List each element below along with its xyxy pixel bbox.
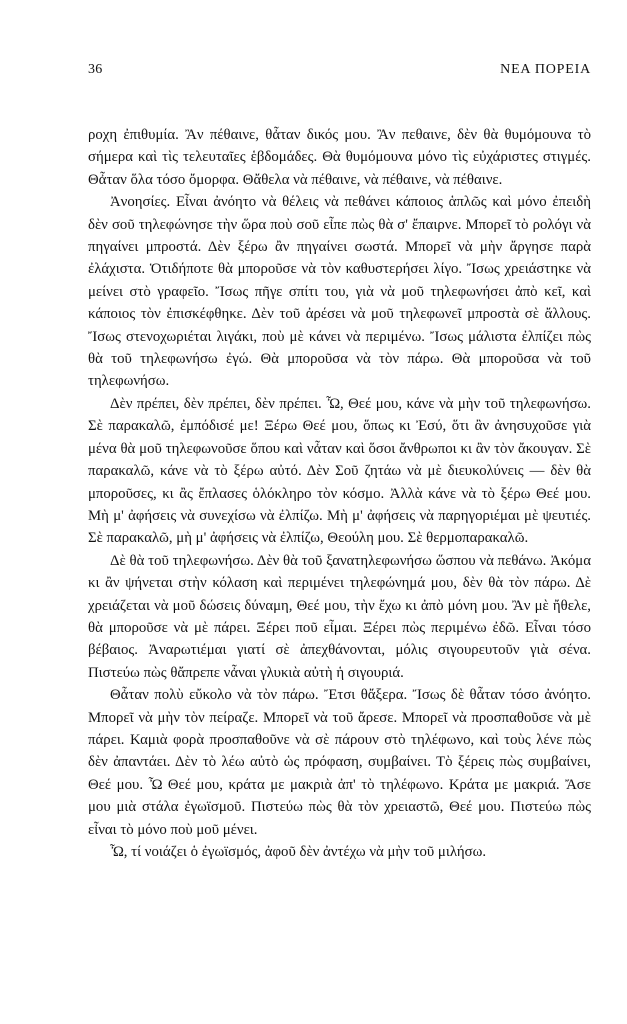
paragraph: Θἆταν πολὺ εὔκολο νὰ τὸν πάρω. Ἔτσι θἄξερα. Ἴσως δὲ θἆταν τόσο ἀνόητο. Μπορεῖ νὰ μὴν τὸν πείραζε. Μπορεῖ νὰ τοῦ ἄρεσε. Μπορεῖ νὰ προσπαθοῦσε νὰ μὲ πάρει. Καμιὰ φορὰ προσπαθοῦνε νὰ σὲ πάρουν στὸ τηλέφωνο, καὶ τοὺς λένε πὼς δὲν ἀπαντάει. Δὲν τὸ λέω αὐτὸ ὡς πρόφαση, συμβαίνει. Τὸ ξέρεις πὼς συμβαίνει, Θεέ μου. Ὦ Θεέ μου, κράτα με μακριὰ ἀπ' τὸ τηλέφωνο. Κράτα με μακριά. Ἄσε μου μιὰ στάλα ἐγωϊσμοῦ. Πιστεύω πὼς θὰ τὸν χρειαστῶ, Θεέ μου. Πιστεύω πὼς εἶναι τὸ μόνο ποὺ μοῦ μένει. (88, 687, 591, 838)
paragraph: ροχη ἐπιθυμία. Ἂν πέθαινε, θἆταν δικός μου. Ἂν πεθαινε, δὲν θὰ θυμόμουνα τὸ σήμερα καὶ τὶς τελευταῖες ἑβδομάδες. Θὰ θυμόμουνα μόνο τὶς εὐχάριστες στιγμές. Θἆταν ὅλα τόσο ὄμορφα. Θἄθελα νὰ πέθαινε, νὰ πέθαινε, νὰ πέθαινε. (88, 127, 591, 188)
paragraph: Δὲν πρέπει, δὲν πρέπει, δὲν πρέπει. Ὦ, Θεέ μου, κάνε νὰ μὴν τοῦ τηλεφωνήσω. Σὲ παρακαλῶ, ἐμπόδισέ με! Ξέρω Θεέ μου, ὅπως κι Ἐσύ, ὅτι ἂν ἀνησυχοῦσε γιὰ μένα θὰ μοῦ τηλεφωνοῦσε ὅπου καὶ νἆταν καὶ ὅσοι ἄνθρωποι κι ἂν τὸν ἄκουγαν. Σὲ παρακαλῶ, κάνε νὰ τὸ ξέρω αὐτό. Δὲν Σοῦ ζητάω νὰ μὲ διευκολύνεις — δὲν θὰ μποροῦσες, κι ἂς ἔπλασες ὁλόκληρο τὸν κόσμο. Ἀλλὰ κάνε νὰ τὸ ξέρω Θεέ μου. Μὴ μ' ἀφήσεις νὰ συνεχίσω νὰ ἐλπίζω. Μὴ μ' ἀφήσεις νὰ παρηγοριέμαι μὲ ψευτιές. Σὲ παρακαλῶ, μὴ μ' ἀφήσεις νὰ ἐλπίζω, Θεούλη μου. Σὲ θερμοπαρακαλῶ. (88, 395, 591, 547)
paragraph: Ἀνοησίες. Εἶναι ἀνόητο νὰ θέλεις νὰ πεθάνει κάποιος ἁπλῶς καὶ μόνο ἐπειδὴ δὲν σοῦ τηλεφώνησε τὴν ὥρα ποὺ σοῦ εἶπε πὼς θὰ σ' ἔπαιρνε. Μπορεῖ τὸ ρολόγι νὰ πηγαίνει μπροστά. Δὲν ξέρω ἂν πηγαίνει σωστά. Μπορεῖ νὰ μὴν ἄργησε παρὰ ἐλάχιστα. Ὁτιδήποτε θὰ μποροῦσε νὰ τὸν καθυστερήσει λίγο. Ἴσως χρειάστηκε νὰ μείνει στὸ γραφεῖο. Ἴσως πῆγε σπίτι του, γιὰ νὰ μοῦ τηλεφωνήσει ἀπὸ κεῖ, καὶ κάποιος τὸν ἐπισκέφθηκε. Δὲν τοῦ ἀρέσει νὰ μοῦ τηλεφωνεῖ μπροστὰ σὲ ἄλλους. Ἴσως στενοχωριέται λιγάκι, ποὺ μὲ κάνει νὰ περιμένω. Ἴσως μάλιστα ἐλπίζει πὼς θὰ τοῦ τηλεφωνήσω ἐγώ. Θὰ μποροῦσα νὰ τὸν πάρω. Θὰ μποροῦσα νὰ τοῦ τηλεφωνήσω. (88, 194, 591, 390)
paragraph: Ὦ, τί νοιάζει ὁ ἐγωϊσμός, ἀφοῦ δὲν ἀντέχω νὰ μὴν τοῦ μιλήσω. (110, 844, 487, 860)
running-head: ΝΕΑ ΠΟΡΕΙΑ (500, 62, 591, 77)
paragraph: Δὲ θὰ τοῦ τηλεφωνήσω. Δὲν θὰ τοῦ ξανατηλεφωνήσω ὥσπου νὰ πεθάνω. Ἀκόμα κι ἂν ψήνεται στὴν κόλαση καὶ περιμένει τηλεφώνημά μου, δὲν θὰ τὸν πάρω. Δὲ χρειάζεται νὰ μοῦ δώσεις δύναμη, Θεέ μου, τὴν ἔχω κι ἀπὸ μόνη μου. Ἂν μὲ ἤθελε, θὰ μποροῦσε νὰ μὲ πάρει. Ξέρει ποῦ εἶμαι. Ξέρει πὼς περιμένω ἐδῶ. Εἶναι τόσο βέβαιος. Ἀναρωτιέμαι γιατί σὲ ἀπεχθάνονται, μόλις σιγουρευτοῦν γιὰ σένα. Πιστεύω πὼς θἄπρεπε νἆναι γλυκιὰ αὐτὴ ἡ σιγουριά. (88, 552, 591, 681)
page-header (88, 62, 591, 82)
page-number: 36 (88, 62, 103, 77)
body-text (88, 124, 591, 863)
